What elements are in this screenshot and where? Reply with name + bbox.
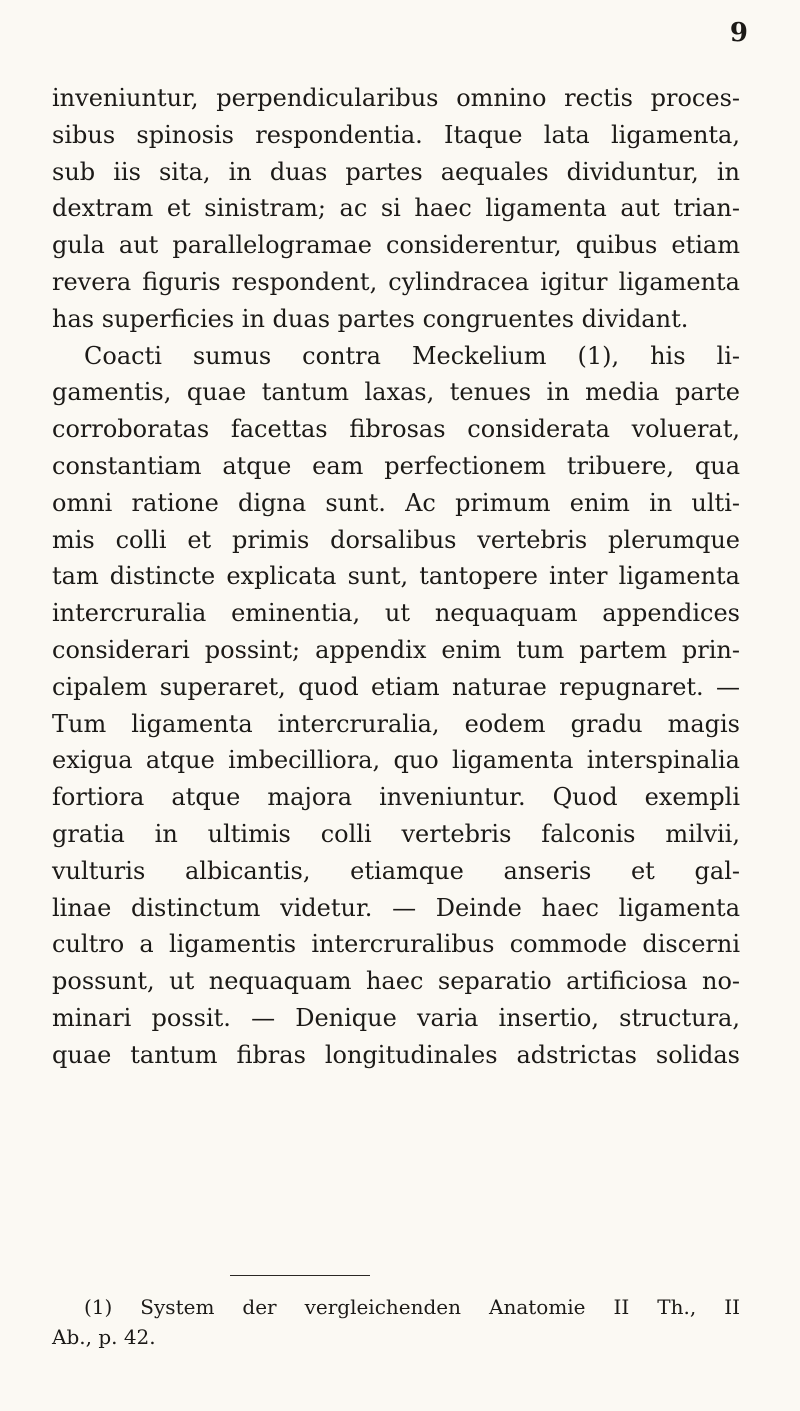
- footnote-divider: [230, 1275, 370, 1276]
- text-line: vulturis albicantis, etiamque anseris et gal-: [52, 856, 740, 885]
- text-line: cultro a ligamentis intercruralibus commode discerni: [52, 930, 740, 959]
- text-line: linae distinctum videtur. — Deinde haec ligamenta: [52, 893, 740, 922]
- text-line: gamentis, quae tantum laxas, tenues in media parte: [52, 378, 740, 407]
- text-line: exigua atque imbecilliora, quo ligamenta interspinalia: [52, 746, 740, 775]
- text-line: gratia in ultimis colli vertebris falconis milvii,: [52, 819, 740, 848]
- text-line: dextram et sinistram; ac si haec ligamenta aut trian-: [52, 194, 740, 223]
- text-line: considerari possint; appendix enim tum partem prin-: [52, 635, 740, 664]
- text-line: inveniuntur, perpendicularibus omnino rectis proces-: [52, 84, 740, 112]
- text-line: omni ratione digna sunt. Ac primum enim in ulti-: [52, 488, 740, 517]
- text-line: possunt, ut nequaquam haec separatio artificiosa no-: [52, 967, 740, 996]
- text-line: constantiam atque eam perfectionem tribuere, qua: [52, 451, 740, 480]
- text-line: Tum ligamenta intercruralia, eodem gradu magis: [52, 709, 740, 738]
- text-line: gula aut parallelogramae considerentur, quibus etiam: [52, 231, 740, 260]
- text-line: sibus spinosis respondentia. Itaque lata ligamenta,: [52, 120, 740, 149]
- page-number: 9: [729, 18, 748, 48]
- text-line: sub iis sita, in duas partes aequales dividuntur, in: [52, 157, 740, 186]
- text-line: fortiora atque majora inveniuntur. Quod exempli: [52, 783, 740, 812]
- footnote-line: Ab., p. 42.: [52, 1325, 156, 1349]
- text-line: revera figuris respondent, cylindracea igitur ligamenta: [52, 267, 740, 296]
- text-line: tam distincte explicata sunt, tantopere inter ligamenta: [52, 562, 740, 591]
- footnote: [52, 1292, 740, 1352]
- text-line: mis colli et primis dorsalibus vertebris plerumque: [52, 525, 740, 554]
- text-line: intercruralia eminentia, ut nequaquam appendices: [52, 599, 740, 628]
- footnote-line: (1) System der vergleichenden Anatomie II Th., II: [84, 1295, 740, 1319]
- body-text: [52, 80, 740, 1074]
- text-line: has superficies in duas partes congruentes dividant.: [52, 304, 689, 333]
- text-line: minari possit. — Denique varia insertio, structura,: [52, 1003, 740, 1032]
- text-line: quae tantum fibras longitudinales adstrictas solidas: [52, 1040, 740, 1069]
- text-line: Coacti sumus contra Meckelium (1), his li-: [84, 341, 740, 370]
- text-line: cipalem superaret, quod etiam naturae repugnaret. —: [52, 672, 740, 701]
- text-line: corroboratas facettas fibrosas considerata voluerat,: [52, 415, 740, 444]
